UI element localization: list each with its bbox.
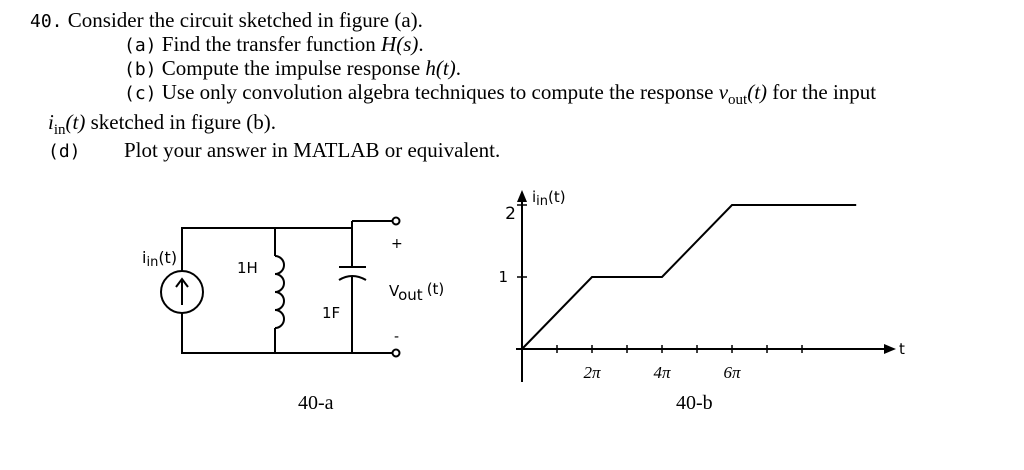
plus-sign: + xyxy=(391,236,403,252)
part-a-var: H(s) xyxy=(381,32,419,56)
part-d-label: (d) xyxy=(48,141,81,162)
minus-sign: - xyxy=(394,329,400,345)
part-a-label: (a) xyxy=(124,35,157,56)
series-group xyxy=(522,205,856,349)
capacitor-label: 1F xyxy=(322,304,341,322)
part-c-var-arg: (t) xyxy=(747,80,768,104)
series-line xyxy=(522,205,856,349)
x-tick-label: 6π xyxy=(723,363,741,382)
graph-y-label: iin(t) xyxy=(532,188,566,209)
output-terminal-top[interactable] xyxy=(393,218,400,225)
part-c-text: Use only convolution algebra techniques to compute the response xyxy=(161,80,719,104)
part-d-text: Plot your answer in MATLAB or equivalent. xyxy=(124,138,501,162)
inductor-label: 1H xyxy=(237,259,258,277)
graph-caption: 40-b xyxy=(676,392,713,414)
y-axis-arrow-icon xyxy=(517,190,527,202)
part-b-var: h(t) xyxy=(425,56,456,80)
part-c-var-sub: out xyxy=(728,92,748,108)
graph-x-label: t xyxy=(899,340,905,358)
c-input-var-arg: (t) xyxy=(65,110,86,134)
inductor-coil xyxy=(275,256,284,328)
part-b-text: Compute the impulse response xyxy=(161,56,426,80)
y-tick-label-2: 2 xyxy=(505,204,516,224)
part-a-text: Find the transfer function xyxy=(161,32,382,56)
part-a-end: . xyxy=(418,32,424,56)
circuit-caption: 40-a xyxy=(298,392,334,414)
circuit-diagram xyxy=(161,218,400,357)
part-b-label: (b) xyxy=(124,59,157,80)
x-tick-label: 4π xyxy=(653,363,671,382)
c-continuation-text: sketched in figure (b). xyxy=(85,110,277,134)
x-tick-label: 2π xyxy=(583,363,601,382)
part-c-end: for the input xyxy=(767,80,877,104)
part-c-var: v xyxy=(718,80,729,104)
input-graph xyxy=(498,190,896,382)
circuit-source-label: iin(t) xyxy=(142,248,178,270)
tick-labels xyxy=(498,204,741,382)
c-input-var: i xyxy=(48,110,54,134)
problem-intro: Consider the circuit sketched in figure (a). xyxy=(67,8,423,32)
vout-label: Vout (t) xyxy=(389,280,445,304)
y-tick-label-1: 1 xyxy=(498,268,508,286)
c-input-var-sub: in xyxy=(53,122,66,138)
part-b-end: . xyxy=(455,56,461,80)
problem-number: 40. xyxy=(30,11,63,32)
x-axis-arrow-icon xyxy=(884,344,896,354)
output-terminal-bottom[interactable] xyxy=(393,350,400,357)
part-c-label: (c) xyxy=(124,83,157,104)
